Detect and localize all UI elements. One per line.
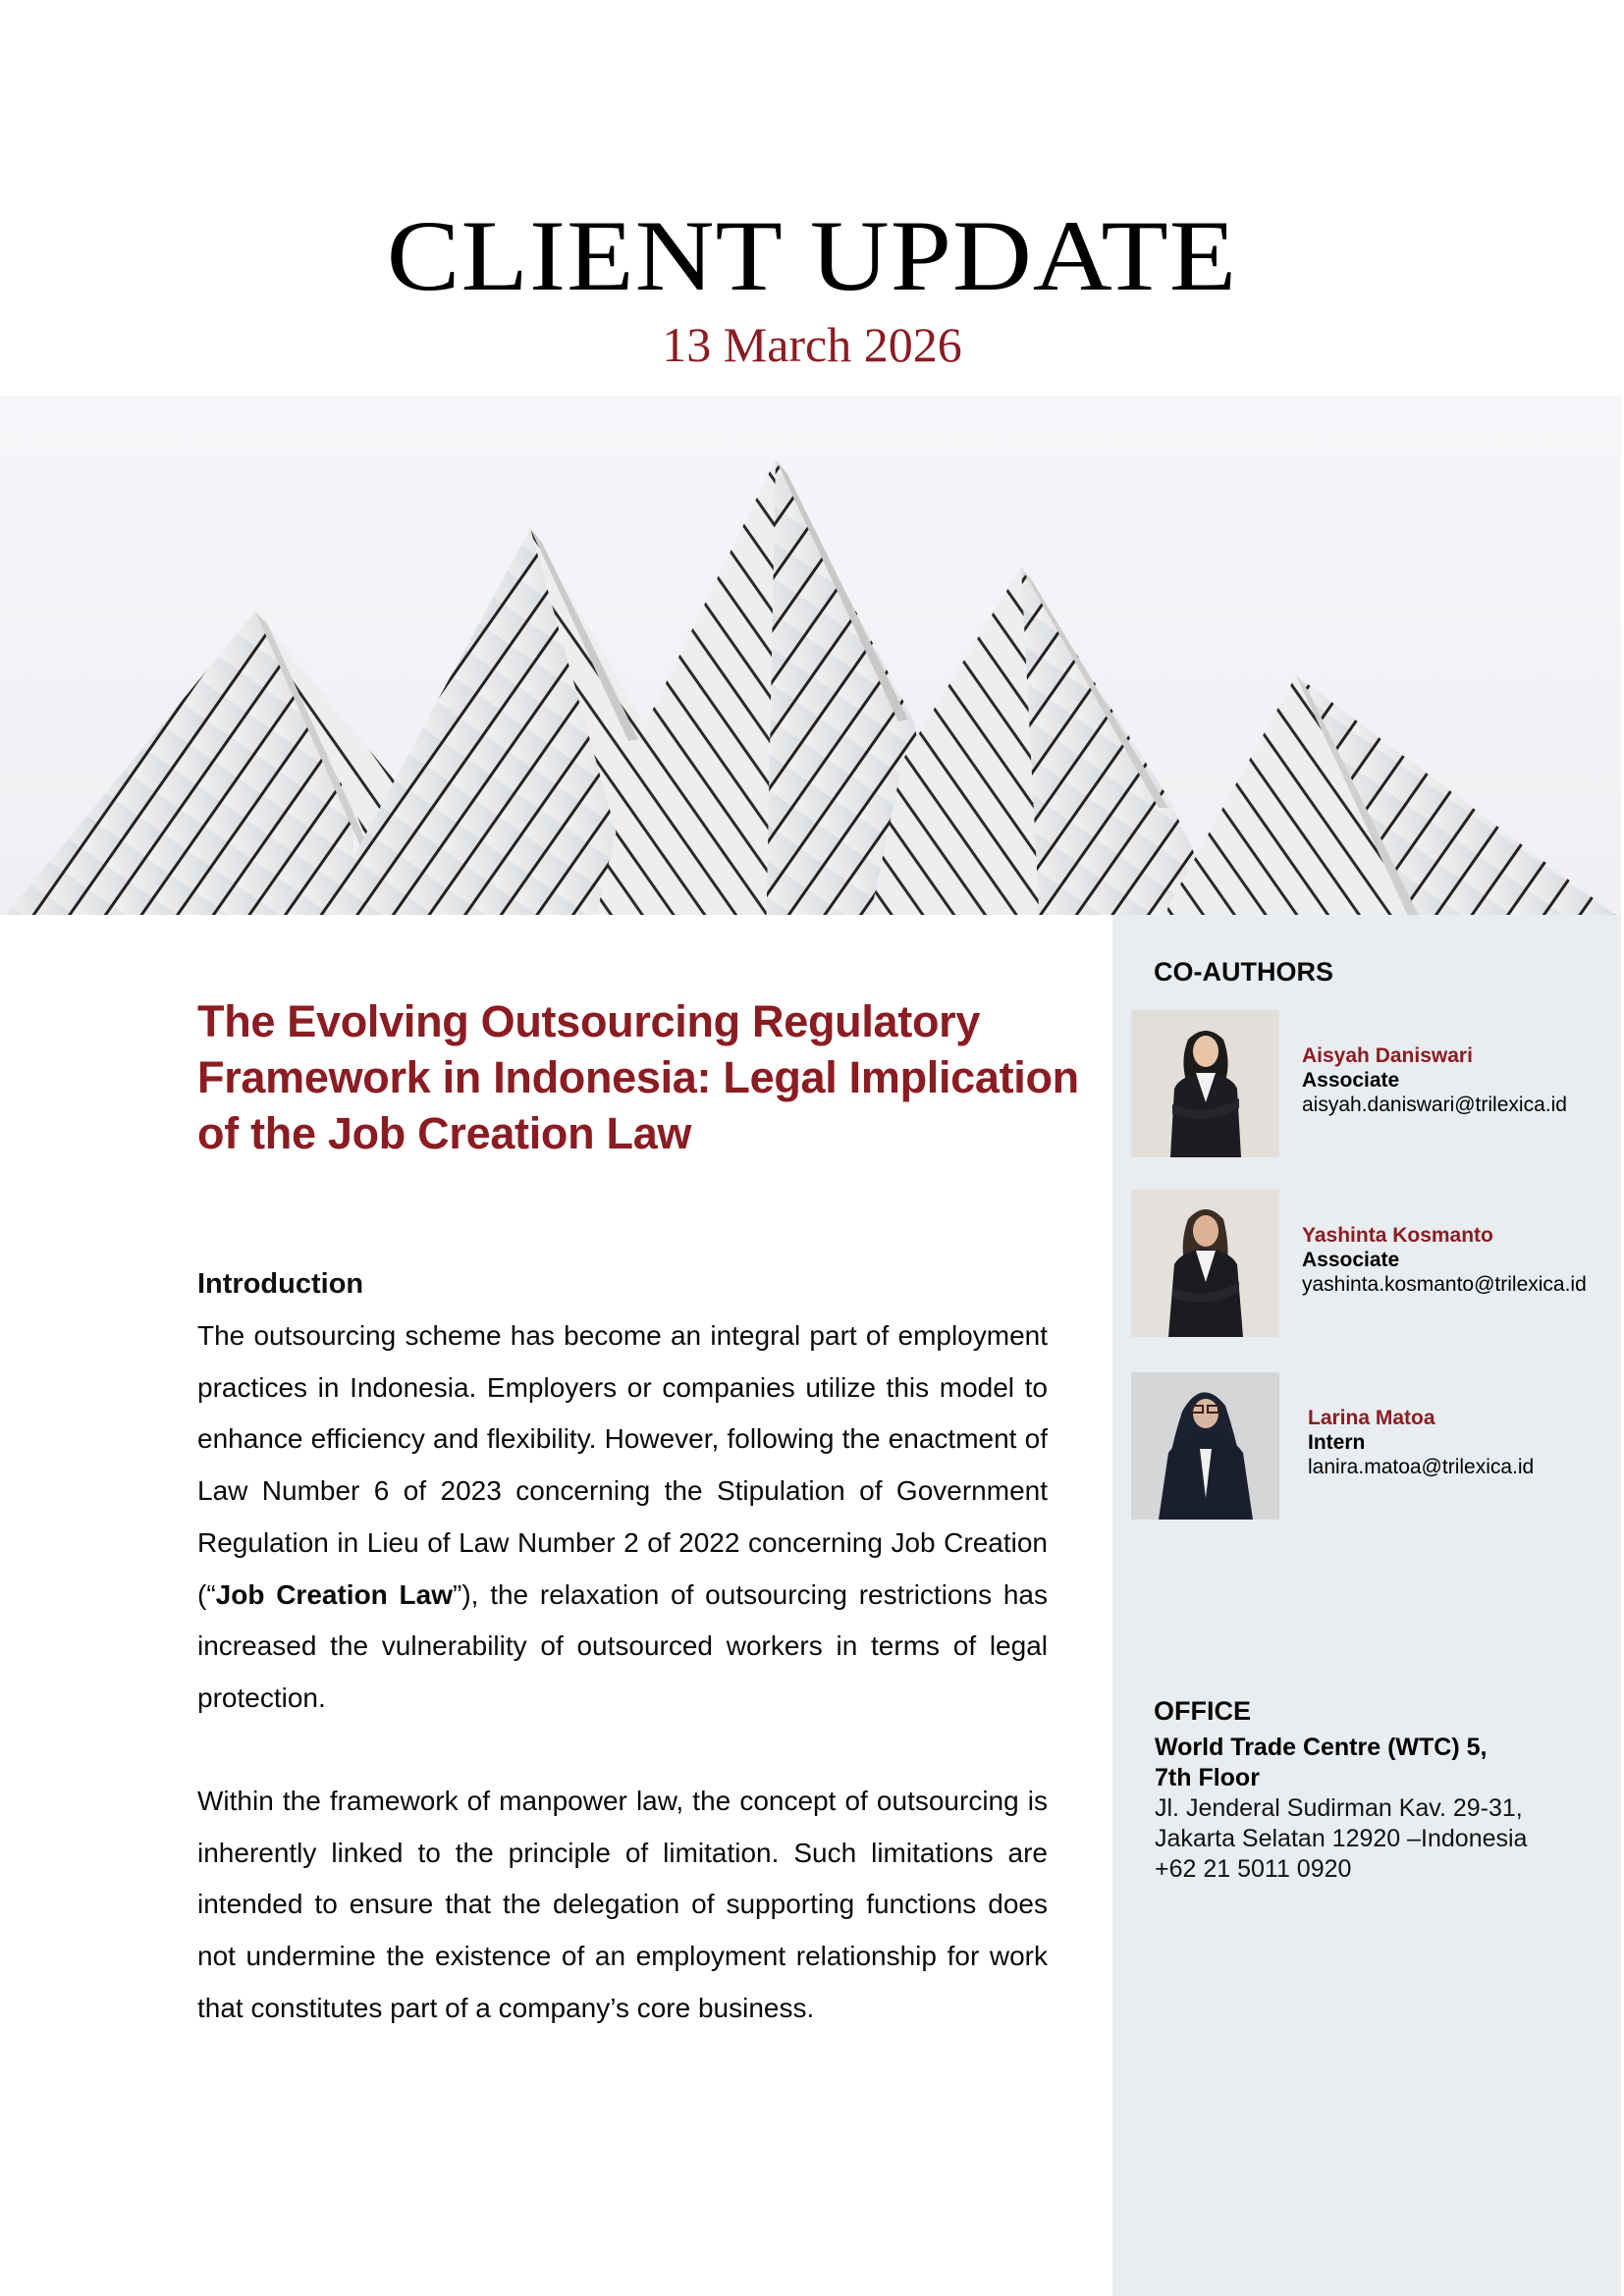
paragraph-text: The outsourcing scheme has become an integral part of employment practices in Indonesia. Employers or companies utilize this model to enhance efficiency and flexibility. However, following the enactment of Law Number 6 of 2023 concerning the Stipulation of Government Regulation in Lieu of Law Number 2 of 2022 concerning Job Creation (“ (197, 1320, 1048, 1610)
author-name: Larina Matoa (1308, 1407, 1435, 1429)
publication-date: 13 March 2026 (662, 317, 962, 372)
building-facade-illustration (0, 396, 1621, 915)
author-card (1131, 1010, 1612, 1159)
author-photo-aisyah (1131, 1010, 1279, 1157)
office-phone[interactable]: +62 21 5011 0920 (1155, 1855, 1352, 1883)
office-building: World Trade Centre (WTC) 5, (1155, 1734, 1488, 1761)
author-role: Associate (1302, 1249, 1400, 1271)
masthead (0, 0, 1624, 396)
author-photo-yashinta (1131, 1190, 1279, 1337)
author-email-link[interactable]: lanira.matoa@trilexica.id (1308, 1456, 1535, 1478)
section-heading-introduction: Introduction (197, 1268, 364, 1300)
author-info (1302, 1043, 1567, 1117)
office-heading: OFFICE (1154, 1696, 1251, 1726)
author-photo-larina (1131, 1372, 1279, 1520)
masthead-title: CLIENT UPDATE (386, 199, 1238, 313)
coauthors-heading: CO-AUTHORS (1154, 957, 1333, 987)
author-role: Intern (1308, 1431, 1366, 1454)
author-email-link[interactable]: yashinta.kosmanto@trilexica.id (1302, 1273, 1587, 1296)
author-role: Associate (1302, 1069, 1400, 1092)
author-name: Yashinta Kosmanto (1302, 1224, 1493, 1247)
office-floor: 7th Floor (1155, 1764, 1260, 1791)
hero-image (0, 396, 1621, 915)
author-info (1308, 1406, 1534, 1479)
article-title: The Evolving Outsourcing Regulatory Framework in Indonesia: Legal Implication of the Job Creation Law (197, 996, 1079, 1158)
author-card (1131, 1372, 1612, 1522)
defined-term: Job Creation Law (215, 1578, 453, 1610)
intro-paragraph-2: Within the framework of manpower law, the concept of outsourcing is inherently linked to the principle of limitation. Such limitations are intended to ensure that the delegation of supporting functions does not undermine the existence of an employment relationship for work that constitutes part of a company’s core business. (197, 1786, 1048, 2023)
author-email-link[interactable]: aisyah.daniswari@trilexica.id (1302, 1094, 1567, 1116)
office-city: Jakarta Selatan 12920 –Indonesia (1155, 1825, 1528, 1852)
author-card (1131, 1190, 1612, 1339)
office-address (1155, 1733, 1606, 1885)
author-name: Aisyah Daniswari (1302, 1044, 1473, 1067)
author-info (1302, 1223, 1587, 1297)
intro-paragraph-1 (197, 1310, 1048, 1725)
office-street: Jl. Jenderal Sudirman Kav. 29-31, (1155, 1794, 1523, 1822)
paragraph-text: ”), the relaxation of outsourcing restrictions has increased the vulnerability of outsourced workers in terms of legal protection. (197, 1578, 1048, 1713)
